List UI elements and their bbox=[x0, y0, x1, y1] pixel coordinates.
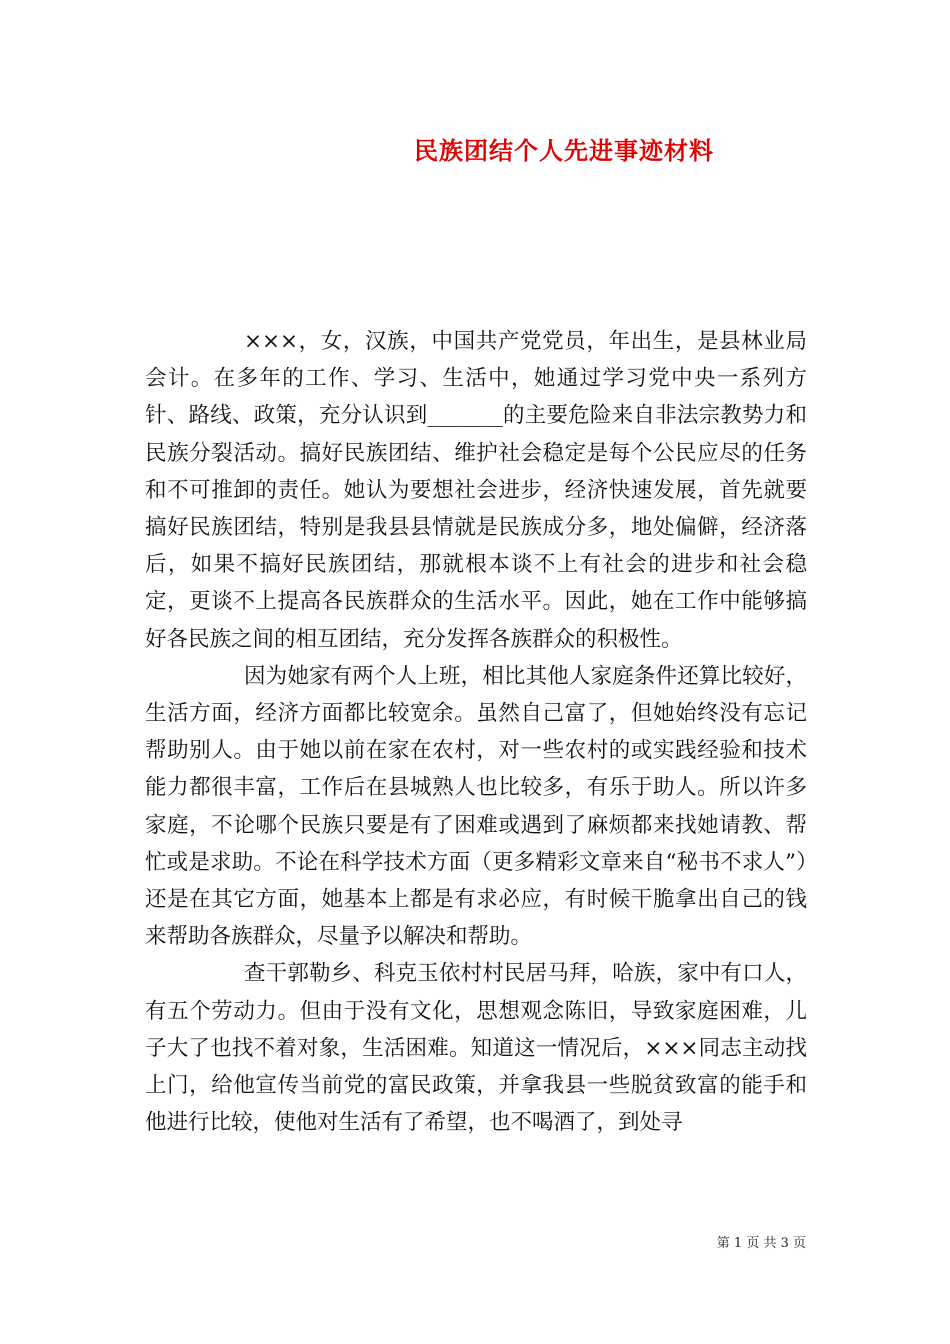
paragraph-1: ×××，女，汉族，中国共产党党员，年出生，是县林业局会计。在多年的工作、学习、生活中，她通过学习党中央一系列方针、路线、政策，充分认识到_______的主要危险来自非法宗教势力和民族分裂活动。搞好民族团结、维护社会稳定是每个公民应尽的任务和不可推卸的责任。她认为要想社会进步，经济快速发展，首先就要搞好民族团结，特别是我县县情就是民族成分多，地处偏僻，经济落后，如果不搞好民族团结，那就根本谈不上有社会的进步和社会稳定，更谈不上提高各民族群众的生活水平。因此，她在工作中能够搞好各民族之间的相互团结，充分发挥各族群众的积极性。 bbox=[145, 329, 807, 652]
document-title-text: 民族团结个人先进事迹材料 bbox=[414, 136, 714, 165]
document-body bbox=[145, 323, 807, 1141]
paragraph-2: 因为她家有两个人上班，相比其他人家庭条件还算比较好，生活方面，经济方面都比较宽余。虽然自己富了，但她始终没有忘记帮助别人。由于她以前在家在农村，对一些农村的或实践经验和技术能力都很丰富，工作后在县城熟人也比较多，有乐于助人。所以许多家庭，不论哪个民族只要是有了困难或遇到了麻烦都来找她请教、帮忙或是求助。不论在科学技术方面（更多精彩文章来自“秘书不求人”）还是在其它方面，她基本上都是有求必应，有时候干脆拿出自己的钱来帮助各族群众，尽量予以解决和帮助。 bbox=[145, 663, 807, 950]
page-indicator: 第 1 页 共 3 页 bbox=[716, 1236, 806, 1251]
paragraph-3: 查干郭勒乡、科克玉依村村民居马拜，哈族，家中有口人，有五个劳动力。但由于没有文化，思想观念陈旧，导致家庭困难，儿子大了也找不着对象，生活困难。知道这一情况后，×××同志主动找上门，给他宣传当前党的富民政策，并拿我县一些脱贫致富的能手和他进行比较，使他对生活有了希望，也不喝酒了，到处寻 bbox=[145, 961, 807, 1136]
document-title bbox=[0, 131, 950, 171]
